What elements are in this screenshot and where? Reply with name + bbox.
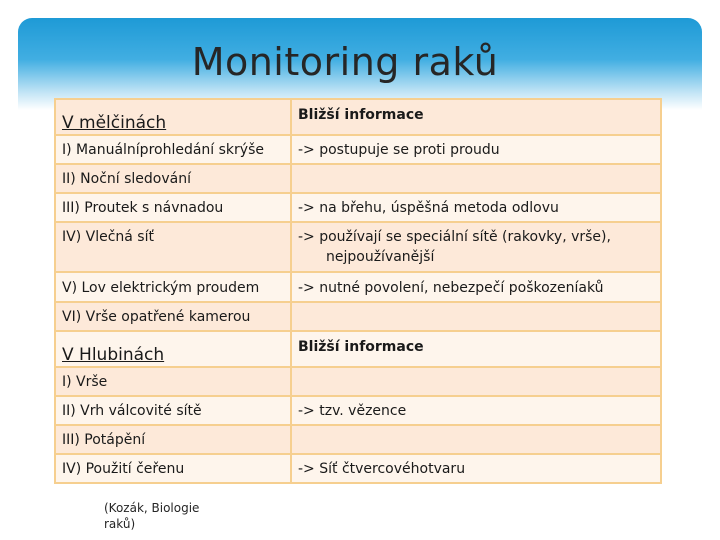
table-row: [55, 396, 661, 425]
method-cell: I) Vrše: [55, 367, 291, 396]
section-heading: V mělčinách: [62, 113, 167, 133]
info-heading: Bližší informace: [298, 107, 424, 123]
info-line-continued: nejpoužívanější: [326, 249, 435, 265]
method-cell: V) Lov elektrickým proudem: [55, 272, 291, 302]
method-cell: II) Noční sledování: [55, 164, 291, 193]
table-row: [55, 135, 661, 164]
table-row: [55, 222, 661, 272]
citation-line: (Kozák, Biologie: [104, 501, 200, 515]
info-cell: [291, 222, 661, 272]
table-row: [55, 272, 661, 302]
info-cell: -> tzv. vězence: [291, 396, 661, 425]
table-row: [55, 164, 661, 193]
section-header-row: [55, 99, 661, 135]
section-heading-cell: [55, 331, 291, 367]
method-cell: II) Vrh válcovité sítě: [55, 396, 291, 425]
info-cell: -> Síť čtvercovéhotvaru: [291, 454, 661, 483]
info-cell: [291, 367, 661, 396]
info-line: -> používají se speciální sítě (rakovky, vrše),: [298, 229, 611, 245]
info-heading-cell: [291, 99, 661, 135]
slide-title: Monitoring raků: [191, 40, 499, 84]
section-heading: V Hlubinách: [62, 345, 165, 365]
info-cell: [291, 164, 661, 193]
info-heading-cell: [291, 331, 661, 367]
table-row: [55, 367, 661, 396]
citation: [104, 500, 199, 532]
method-cell: III) Proutek s návnadou: [55, 193, 291, 222]
info-cell: [291, 302, 661, 331]
table-row: [55, 193, 661, 222]
citation-line: raků): [104, 517, 136, 531]
method-cell: III) Potápění: [55, 425, 291, 454]
info-cell: [291, 425, 661, 454]
table-row: [55, 454, 661, 483]
table-row: [55, 425, 661, 454]
method-cell: IV) Vlečná síť: [55, 222, 291, 272]
section-header-row: [55, 331, 661, 367]
method-cell: VI) Vrše opatřené kamerou: [55, 302, 291, 331]
method-cell: I) Manuálníprohledání skrýše: [55, 135, 291, 164]
info-cell: -> na břehu, úspěšná metoda odlovu: [291, 193, 661, 222]
info-cell: -> postupuje se proti proudu: [291, 135, 661, 164]
method-cell: IV) Použití čeřenu: [55, 454, 291, 483]
section-heading-cell: [55, 99, 291, 135]
table-row: [55, 302, 661, 331]
info-heading: Bližší informace: [298, 339, 424, 355]
monitoring-table: [54, 98, 662, 484]
info-cell: -> nutné povolení, nebezpečí poškozeníaků: [291, 272, 661, 302]
